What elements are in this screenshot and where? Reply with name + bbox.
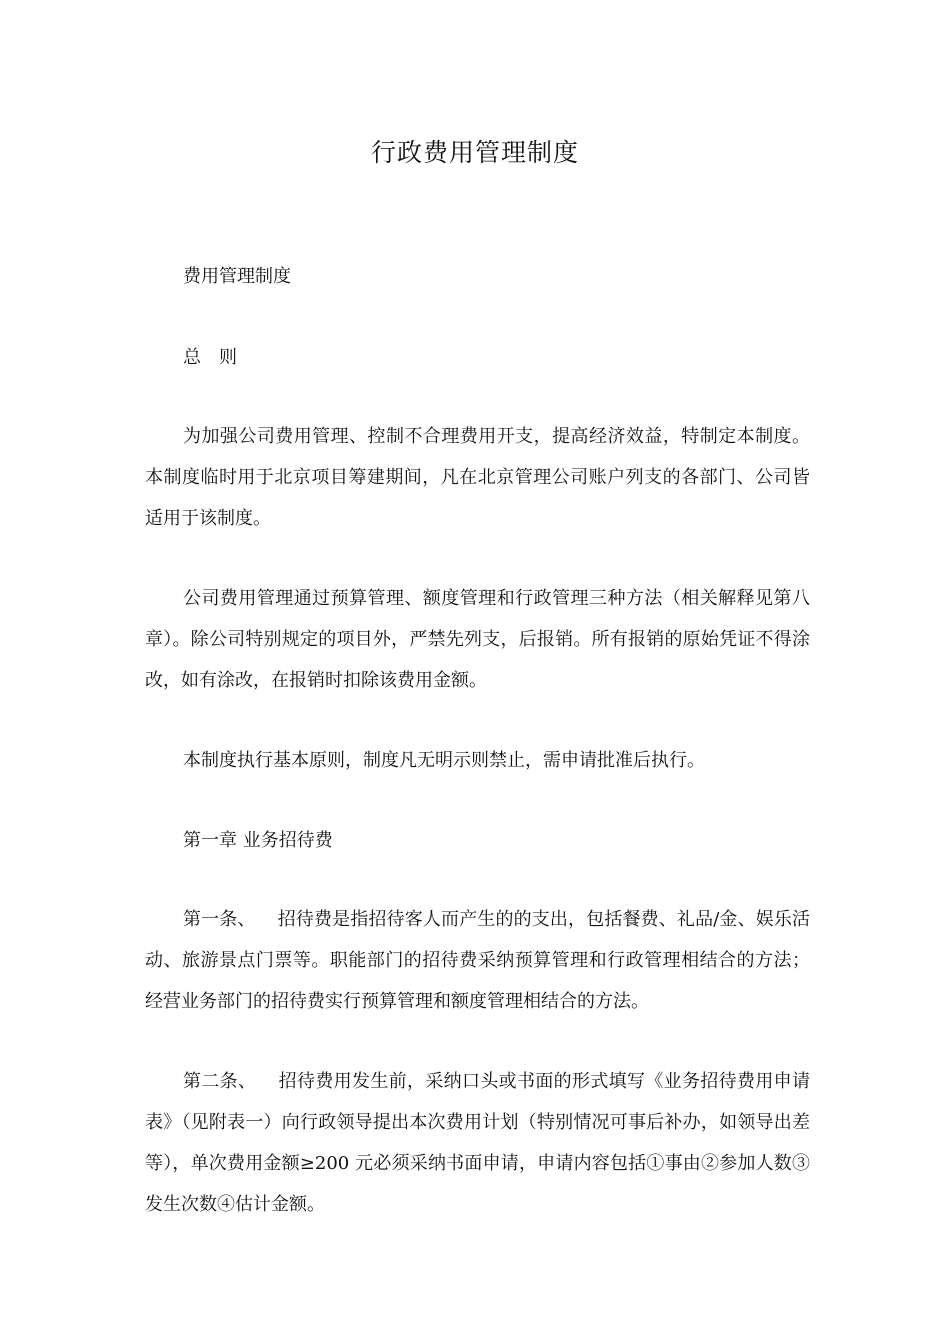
article-2-text: 招待费用发生前，采纳口头或书面的形式填写《业务招待费用申请表》（见附表一）向行政领导提出本次费用计划（特别情况可事后补办，如领导出差等），单次费用金额≥200 元必须采纳书面申请，申请内容包括①事由②参加人数③发生次数④估计金额。 — [145, 1071, 811, 1215]
article-1 — [145, 899, 810, 1022]
document-title: 行政费用管理制度 — [370, 138, 579, 167]
general-heading: 总 则 — [183, 347, 237, 368]
article-2 — [145, 1061, 810, 1225]
article-1-label: 第一条、 — [183, 909, 256, 930]
section-title: 费用管理制度 — [183, 266, 291, 287]
chapter-1-heading: 第一章 业务招待费 — [183, 830, 333, 851]
article-2-label: 第二条、 — [183, 1071, 257, 1092]
paragraph-principle: 本制度执行基本原则，制度凡无明示则禁止，需申请批准后执行。 — [183, 750, 705, 771]
paragraph-purpose: 为加强公司费用管理、控制不合理费用开支，提高经济效益，特制定本制度。本制度临时用于北京项目筹建期间，凡在北京管理公司账户列支的各部门、公司皆适用于该制度。 — [145, 426, 810, 529]
article-1-text: 招待费是指招待客人而产生的的支出，包括餐费、礼品/金、娱乐活动、旅游景点门票等。职能部门的招待费采纳预算管理和行政管理相结合的方法；经营业务部门的招待费实行预算管理和额度管理相结合的方法。 — [145, 909, 811, 1012]
paragraph-methods: 公司费用管理通过预算管理、额度管理和行政管理三种方法（相关解释见第八章）。除公司特别规定的项目外，严禁先列支，后报销。所有报销的原始凭证不得涂改，如有涂改，在报销时扣除该费用金额。 — [145, 588, 810, 691]
